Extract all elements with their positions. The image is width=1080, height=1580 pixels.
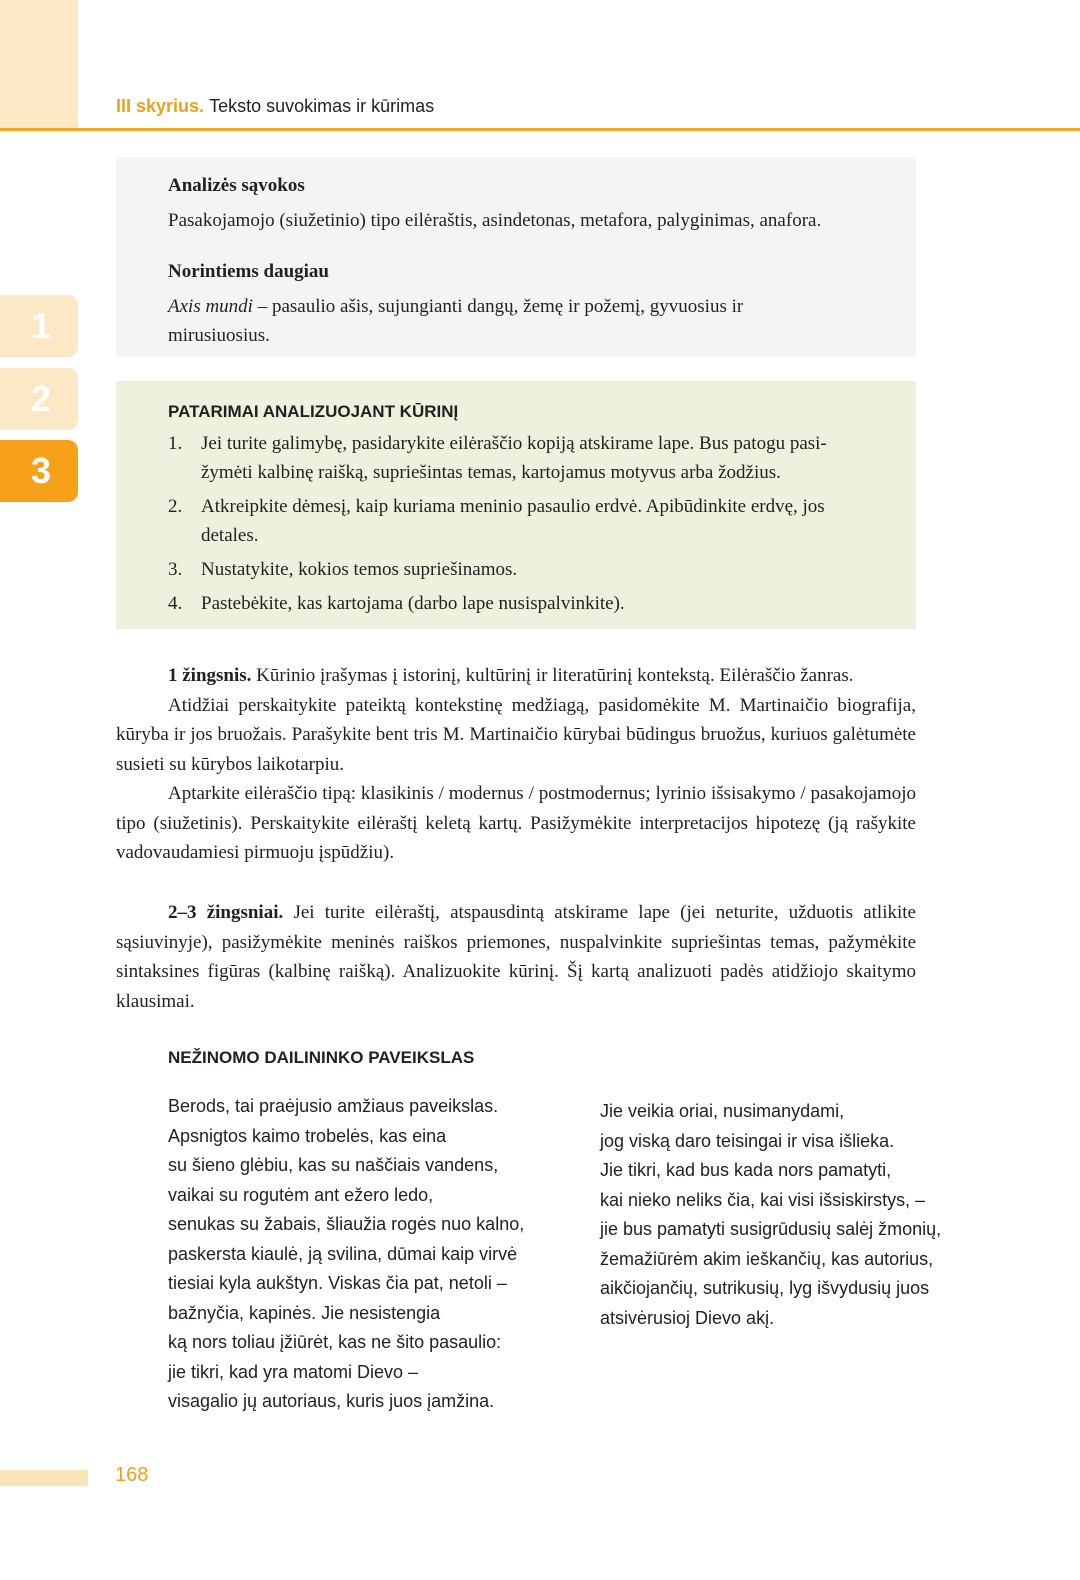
tip-item: 2. Atkreipkite dėmesį, kaip kuriama meninio pasaulio erdvė. Apibūdinkite erdvę, jos detales.: [168, 496, 825, 546]
poem-line: Berods, tai praėjusio amžiaus paveikslas.: [168, 1096, 499, 1116]
chapter-tab-2[interactable]: 2: [0, 368, 78, 430]
poem-line: paskersta kiaulė, ją svilina, dūmai kaip virvė: [168, 1243, 518, 1264]
poem-left-column: [168, 1092, 524, 1417]
chapter-title: Teksto suvokimas ir kūrimas: [209, 96, 435, 116]
poem-title: NEŽINOMO DAILININKO PAVEIKSLAS: [168, 1048, 475, 1067]
chapter-tab-3-active[interactable]: 3: [0, 440, 78, 502]
poem-line: su šieno glėbiu, kas su naščiais vandens,: [168, 1155, 499, 1175]
step-1-paragraph-3: Aptarkite eilėraščio tipą: klasikinis / modernus / postmodernus; lyrinio išsisakymo / pasakojamojo tipo (siužetinis). Perskaitykite eilėraštį keletą kartų. Pasižymėkite interpretacijos hipotezę (ją rašykite vadovaudamiesi pirmuoju įspūdžiu).: [116, 783, 916, 863]
axis-mundi-term: Axis mundi: [168, 296, 253, 317]
poem-line: atsivėrusioj Dievo akį.: [600, 1307, 775, 1328]
tip-item: 1. Jei turite galimybę, pasidarykite eilėraščio kopiją atskirame lape. Bus patogu pasi- žymėti kalbinę raišką, supriešintas temas, kartojamus motyvus arba žodžius.: [168, 433, 827, 483]
step-2-3-label: 2–3 žingsniai.: [168, 902, 284, 923]
concepts-heading: Analizės sąvokos: [168, 175, 305, 196]
chapter-label: III skyrius.: [116, 96, 205, 116]
more-heading: Norintiems daugiau: [168, 261, 329, 282]
poem-line: jog viską daro teisingai ir visa išlieka.: [600, 1130, 895, 1151]
poem-line: visagalio jų autoriaus, kuris juos įamžina.: [168, 1391, 495, 1411]
tips-heading: PATARIMAI ANALIZUOJANT KŪRINĮ: [168, 402, 459, 421]
poem-line: žemažiūrėm akim ieškančių, kas autorius,: [600, 1248, 934, 1269]
step-1-intro: 1 žingsnis. Kūrinio įrašymas į istorinį, kultūrinį ir literatūrinį kontekstą. Eilėraščio žanras.: [168, 665, 854, 686]
chapter-tab-1[interactable]: 1: [0, 295, 78, 357]
step-1-label: 1 žingsnis.: [168, 665, 252, 686]
tip-item: 3. Nustatykite, kokios temos supriešinamos.: [168, 559, 518, 580]
running-header: [116, 96, 434, 117]
step-2-3-paragraph: 2–3 žingsniai. Jei turite eilėraštį, atspausdintą atskirame lape (jei neturite, užduotis atlikite sąsiuvinyje), pasižymėkite meninės raiškos priemones, nuspalvinkite supriešintas temas, pažymėkite sintaksines figūras (kalbinę raišką). Analizuokite kūrinį. Šį kartą analizuoti padės atidžiojo skaitymo klausimai.: [116, 902, 916, 1012]
poem-line: Apsnigtos kaimo trobelės, kas eina: [168, 1125, 447, 1146]
step-2-3-section: [116, 898, 916, 1016]
poem-line: bažnyčia, kapinės. Jie nesistengia: [168, 1302, 441, 1323]
concepts-text: Pasakojamojo (siužetinio) tipo eilėraštis, asindetonas, metafora, palyginimas, anafora.: [168, 210, 822, 231]
poem-line: senukas su žabais, šliaužia rogės nuo kalno,: [168, 1214, 525, 1234]
concepts-box: [116, 157, 916, 357]
step-1-paragraph-2: Atidžiai perskaitykite pateiktą kontekstinę medžiagą, pasidomėkite M. Martinaičio biografija, kūryba ir jos bruožais. Parašykite bent tris M. Martinaičio kūrybai būdingus bruožus, kuriuos galėtumėte susieti su kūrybos laikotarpiu.: [116, 694, 916, 775]
poem-line: ką nors toliau įžiūrėt, kas ne šito pasaulio:: [168, 1332, 502, 1352]
header-rule: [0, 128, 1080, 131]
poem-line: kai nieko neliks čia, kai visi išsiskirstys, –: [600, 1189, 926, 1210]
poem-line: jie bus pamatyti susigrūdusių salėj žmonių,: [600, 1219, 942, 1239]
tips-list: [168, 429, 886, 618]
poem-line: aikčiojančių, sutrikusių, lyg išvydusių juos: [600, 1278, 930, 1298]
poem-line: Jie tikri, kad bus kada nors pamatyti,: [600, 1160, 892, 1180]
poem-line: jie tikri, kad yra matomi Dievo –: [168, 1361, 419, 1382]
poem-line: tiesiai kyla aukštyn. Viskas čia pat, netoli –: [168, 1273, 507, 1293]
poem-right-column: [600, 1097, 941, 1333]
tip-item: 4. Pastebėkite, kas kartojama (darbo lape nusispalvinkite).: [168, 593, 625, 614]
page-number: 168: [115, 1464, 149, 1486]
poem-line: Jie veikia oriai, nusimanydami,: [600, 1101, 845, 1121]
poem-line: vaikai su rogutėm ant ežero ledo,: [168, 1184, 434, 1205]
tips-box: [116, 381, 916, 629]
axis-mundi-definition: Axis mundi – pasaulio ašis, sujungianti dangų, žemę ir požemį, gyvuosius ir mirusiuosius.: [168, 296, 744, 346]
footer-color-bar: [0, 1470, 88, 1486]
step-1-section: [116, 661, 916, 868]
top-left-color-strip: [0, 0, 78, 130]
